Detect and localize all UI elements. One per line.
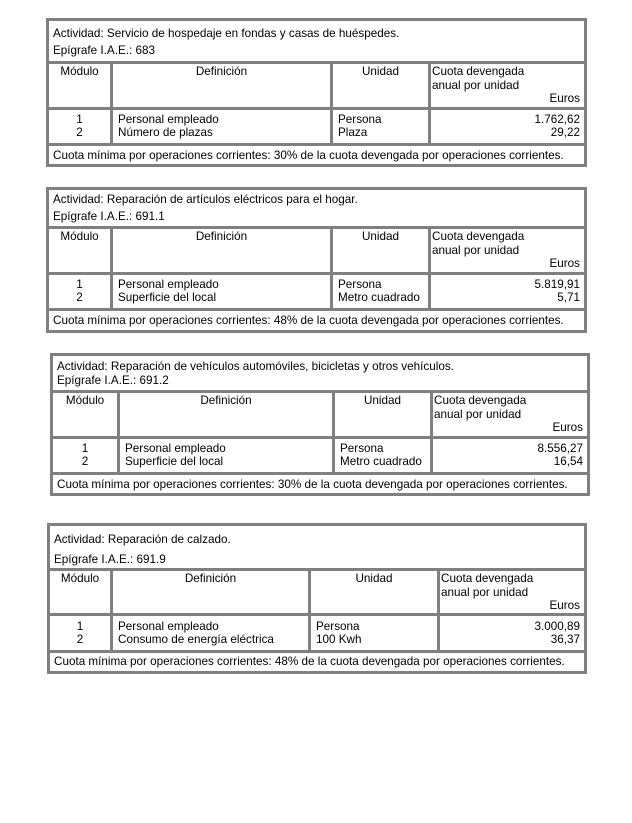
cell-definicion: Número de plazas xyxy=(118,126,213,139)
currency-label: Euros xyxy=(552,421,583,434)
column-divider xyxy=(308,568,311,650)
column-divider xyxy=(110,226,113,308)
cell-cuota: 5,71 xyxy=(557,291,580,304)
column-header-definicion: Definición xyxy=(195,230,248,243)
activity-table xyxy=(46,187,587,333)
cell-modulo: 1 xyxy=(76,620,84,633)
cell-definicion: Superficie del local xyxy=(125,455,224,468)
activity-table xyxy=(50,353,590,496)
column-divider xyxy=(117,390,120,472)
cell-cuota: 36,37 xyxy=(550,633,580,646)
activity-title: Actividad: Reparación de calzado. xyxy=(54,533,231,546)
activity-title: Actividad: Reparación de vehículos automóviles, bicicletas y otros vehículos. xyxy=(57,360,454,373)
cuota-header-line2: anual por unidad xyxy=(441,585,529,599)
cell-definicion: Superficie del local xyxy=(118,291,217,304)
currency-label: Euros xyxy=(549,92,580,105)
column-header-row xyxy=(49,226,584,272)
currency-label: Euros xyxy=(549,257,580,270)
cell-modulo: 2 xyxy=(76,633,84,646)
module-rows xyxy=(49,272,584,308)
column-divider xyxy=(428,226,431,308)
column-divider xyxy=(430,390,433,472)
cell-cuota: 8.556,27 xyxy=(537,442,583,455)
iae-epigraph: Epígrafe I.A.E.: 691.9 xyxy=(54,553,166,566)
column-divider xyxy=(110,568,113,650)
column-header-modulo: Módulo xyxy=(60,65,99,78)
cell-cuota: 1.762,62 xyxy=(534,113,580,126)
minimum-fee-note: Cuota mínima por operaciones corrientes: 30% de la cuota devengada por operaciones corrientes. xyxy=(53,472,587,493)
iae-epigraph: Epígrafe I.A.E.: 691.2 xyxy=(57,374,169,387)
minimum-fee-note: Cuota mínima por operaciones corrientes: 48% de la cuota devengada por operaciones corrientes. xyxy=(49,308,584,330)
column-header-row xyxy=(53,390,587,436)
cell-unidad: Persona xyxy=(340,442,384,455)
cell-modulo: 2 xyxy=(76,291,83,304)
cuota-header-line2: anual por unidad xyxy=(434,407,522,421)
cell-cuota: 5.819,91 xyxy=(534,278,580,291)
iae-epigraph: Epígrafe I.A.E.: 683 xyxy=(53,44,156,57)
cell-modulo: 2 xyxy=(76,126,83,139)
cell-modulo: 1 xyxy=(81,442,89,455)
column-header-row xyxy=(49,61,584,107)
cuota-header-line2: anual por unidad xyxy=(432,243,520,257)
activity-table xyxy=(46,18,587,167)
cell-definicion: Personal empleado xyxy=(118,620,219,633)
minimum-fee-note: Cuota mínima por operaciones corrientes: 30% de la cuota devengada por operaciones corrientes. xyxy=(49,143,584,164)
column-header-modulo: Módulo xyxy=(65,394,105,407)
module-rows xyxy=(50,613,584,650)
cell-definicion: Personal empleado xyxy=(125,442,226,455)
activity-title: Actividad: Reparación de artículos eléctricos para el hogar. xyxy=(53,193,358,206)
module-rows xyxy=(49,107,584,143)
column-divider xyxy=(330,226,333,308)
column-divider xyxy=(332,390,335,472)
cell-cuota: 29,22 xyxy=(550,126,580,139)
cell-modulo: 1 xyxy=(76,113,83,126)
activity-header xyxy=(49,21,584,61)
column-divider xyxy=(437,568,440,650)
cell-unidad: 100 Kwh xyxy=(316,633,362,646)
cell-cuota: 3.000,89 xyxy=(534,620,580,633)
column-header-unidad: Unidad xyxy=(363,394,402,407)
column-header-definicion: Definición xyxy=(200,394,252,407)
cell-unidad: Persona xyxy=(338,278,382,291)
cell-unidad: Persona xyxy=(338,113,382,126)
cuota-header-line1: Cuota devengada xyxy=(434,394,527,407)
column-header-unidad: Unidad xyxy=(361,65,400,78)
iae-epigraph: Epígrafe I.A.E.: 691.1 xyxy=(53,210,165,223)
cell-definicion: Consumo de energía eléctrica xyxy=(118,633,274,646)
column-divider xyxy=(110,61,113,143)
activity-title: Actividad: Servicio de hospedaje en fondas y casas de huéspedes. xyxy=(53,27,400,40)
cell-definicion: Personal empleado xyxy=(118,113,219,126)
column-header-unidad: Unidad xyxy=(361,230,400,243)
column-header-cuota xyxy=(430,394,587,435)
column-header-modulo: Módulo xyxy=(60,572,100,585)
activity-table xyxy=(47,523,587,674)
column-header-modulo: Módulo xyxy=(60,230,99,243)
activity-header xyxy=(49,190,584,226)
cell-cuota: 16,54 xyxy=(553,455,583,468)
column-divider xyxy=(330,61,333,143)
cell-unidad: Metro cuadrado xyxy=(340,455,422,468)
column-header-definicion: Definición xyxy=(184,572,237,585)
activity-header xyxy=(53,356,587,390)
module-rows xyxy=(53,436,587,472)
cuota-header-line1: Cuota devengada xyxy=(441,572,534,585)
currency-label: Euros xyxy=(549,599,580,612)
column-header-cuota xyxy=(428,65,584,106)
minimum-fee-note: Cuota mínima por operaciones corrientes: 48% de la cuota devengada por operaciones corrientes. xyxy=(50,650,584,671)
cuota-header-line1: Cuota devengada xyxy=(432,230,525,243)
cell-unidad: Plaza xyxy=(338,126,368,139)
column-header-definicion: Definición xyxy=(195,65,248,78)
cuota-header-line2: anual por unidad xyxy=(432,78,520,92)
cell-unidad: Persona xyxy=(316,620,360,633)
cell-unidad: Metro cuadrado xyxy=(338,291,420,304)
cuota-header-line1: Cuota devengada xyxy=(432,65,525,78)
cell-modulo: 1 xyxy=(76,278,83,291)
cell-definicion: Personal empleado xyxy=(118,278,219,291)
column-header-cuota xyxy=(437,572,584,613)
cell-modulo: 2 xyxy=(81,455,89,468)
column-header-row xyxy=(50,568,584,613)
column-header-cuota xyxy=(428,230,584,271)
column-divider xyxy=(428,61,431,143)
column-header-unidad: Unidad xyxy=(355,572,393,585)
activity-header xyxy=(50,526,584,568)
